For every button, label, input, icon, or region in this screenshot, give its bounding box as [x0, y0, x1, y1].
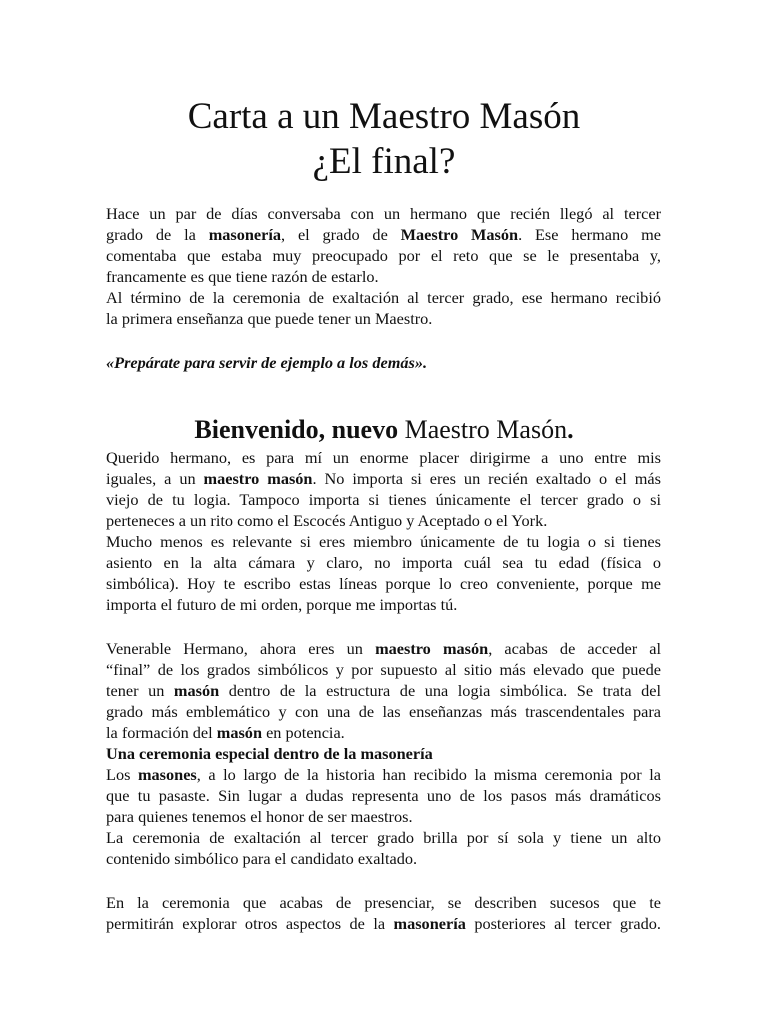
bold-term: masonería: [208, 225, 282, 244]
text-line: simbólica). Hoy te escribo estas líneas porque lo creo conveniente, porque me: [106, 574, 661, 593]
text-line: [106, 638, 661, 659]
text-span: dentro de la estructura de una logia simbólica. Se trata del: [219, 681, 661, 700]
text-span: , acabas de acceder al: [488, 639, 662, 658]
text-line: contenido simbólico para el candidato exaltado.: [106, 849, 418, 868]
text-line: la primera enseñanza que puede tener un Maestro.: [106, 309, 433, 328]
text-line: Al término de la ceremonia de exaltación al tercer grado, ese hermano recibió: [106, 288, 661, 307]
document-subtitle: ¿El final?: [312, 141, 456, 182]
text-line: comentaba que estaba muy preocupado por el reto que se le presentaba y,: [106, 246, 661, 265]
text-line: asiento en la alta cámara y claro, no importa cuál sea tu edad (física o: [106, 553, 661, 572]
bold-term: masonería: [393, 914, 466, 933]
text-line: [106, 764, 661, 785]
bold-term: masón: [173, 681, 220, 700]
heading-dot: .: [567, 415, 574, 444]
text-line: grado más emblemático y con una de las enseñanzas más trascendentales para: [106, 702, 661, 721]
text-line: [106, 224, 661, 245]
text-span: . No importa si eres un recién exaltado o el más: [312, 469, 661, 488]
text-line: Mucho menos es relevante si eres miembro únicamente de tu logia o si tienes: [106, 532, 661, 551]
text-span: posteriores al tercer grado.: [465, 914, 661, 933]
text-span: permitirán explorar otros aspectos de la: [106, 914, 394, 933]
subsection-heading: Una ceremonia especial dentro de la masonería: [106, 744, 433, 763]
bold-term: Maestro Masón: [400, 225, 519, 244]
text-span: grado de la: [106, 225, 209, 244]
text-line: En la ceremonia que acabas de presenciar, se describen sucesos que te: [106, 893, 661, 912]
quote-line: «Prepárate para servir de ejemplo a los demás».: [106, 353, 428, 372]
text-span: tener un: [106, 681, 174, 700]
text-line: que tu pasaste. Sin lugar a dudas representa uno de los pasos más dramáticos: [106, 786, 661, 805]
text-line: “final” de los grados simbólicos y por supuesto al sitio más elevado que puede: [106, 660, 661, 679]
bold-term: maestro masón: [375, 639, 489, 658]
text-span: , el grado de: [281, 225, 401, 244]
text-line: [106, 722, 661, 743]
text-line: para quienes tenemos el honor de ser maestros.: [106, 807, 413, 826]
text-line: Hace un par de días conversaba con un hermano que recién llegó al tercer: [106, 204, 661, 223]
text-line: francamente es que tiene razón de estarlo.: [106, 267, 379, 286]
text-span: la formación del: [106, 723, 217, 742]
text-line: [106, 468, 661, 489]
text-line: [106, 680, 661, 701]
text-line: importa el futuro de mi orden, porque me importas tú.: [106, 595, 458, 614]
text-line: Querido hermano, es para mí un enorme placer dirigirme a uno entre mis: [106, 448, 661, 467]
text-span: Venerable Hermano, ahora eres un: [106, 639, 376, 658]
text-span: , a lo largo de la historia han recibido la misma ceremonia por la: [196, 765, 661, 784]
text-line: viejo de tu logia. Tampoco importa si tienes únicamente el tercer grado o si: [106, 490, 661, 509]
text-span: . Ese hermano me: [518, 225, 661, 244]
bold-term: masones: [137, 765, 197, 784]
text-span: en potencia.: [262, 723, 345, 742]
text-span: Los: [106, 765, 138, 784]
document-title: Carta a un Maestro Masón: [187, 96, 581, 137]
bold-term: masón: [216, 723, 263, 742]
heading-regular-part: Maestro Masón: [398, 415, 568, 444]
heading-bold-part: Bienvenido, nuevo: [194, 415, 399, 444]
text-span: iguales, a un: [106, 469, 204, 488]
text-line: La ceremonia de exaltación al tercer grado brilla por sí sola y tiene un alto: [106, 828, 661, 847]
section-heading: [0, 415, 768, 445]
text-line: perteneces a un rito como el Escocés Antiguo y Aceptado o el York.: [106, 511, 548, 530]
bold-term: maestro masón: [203, 469, 313, 488]
text-line: [106, 913, 661, 934]
